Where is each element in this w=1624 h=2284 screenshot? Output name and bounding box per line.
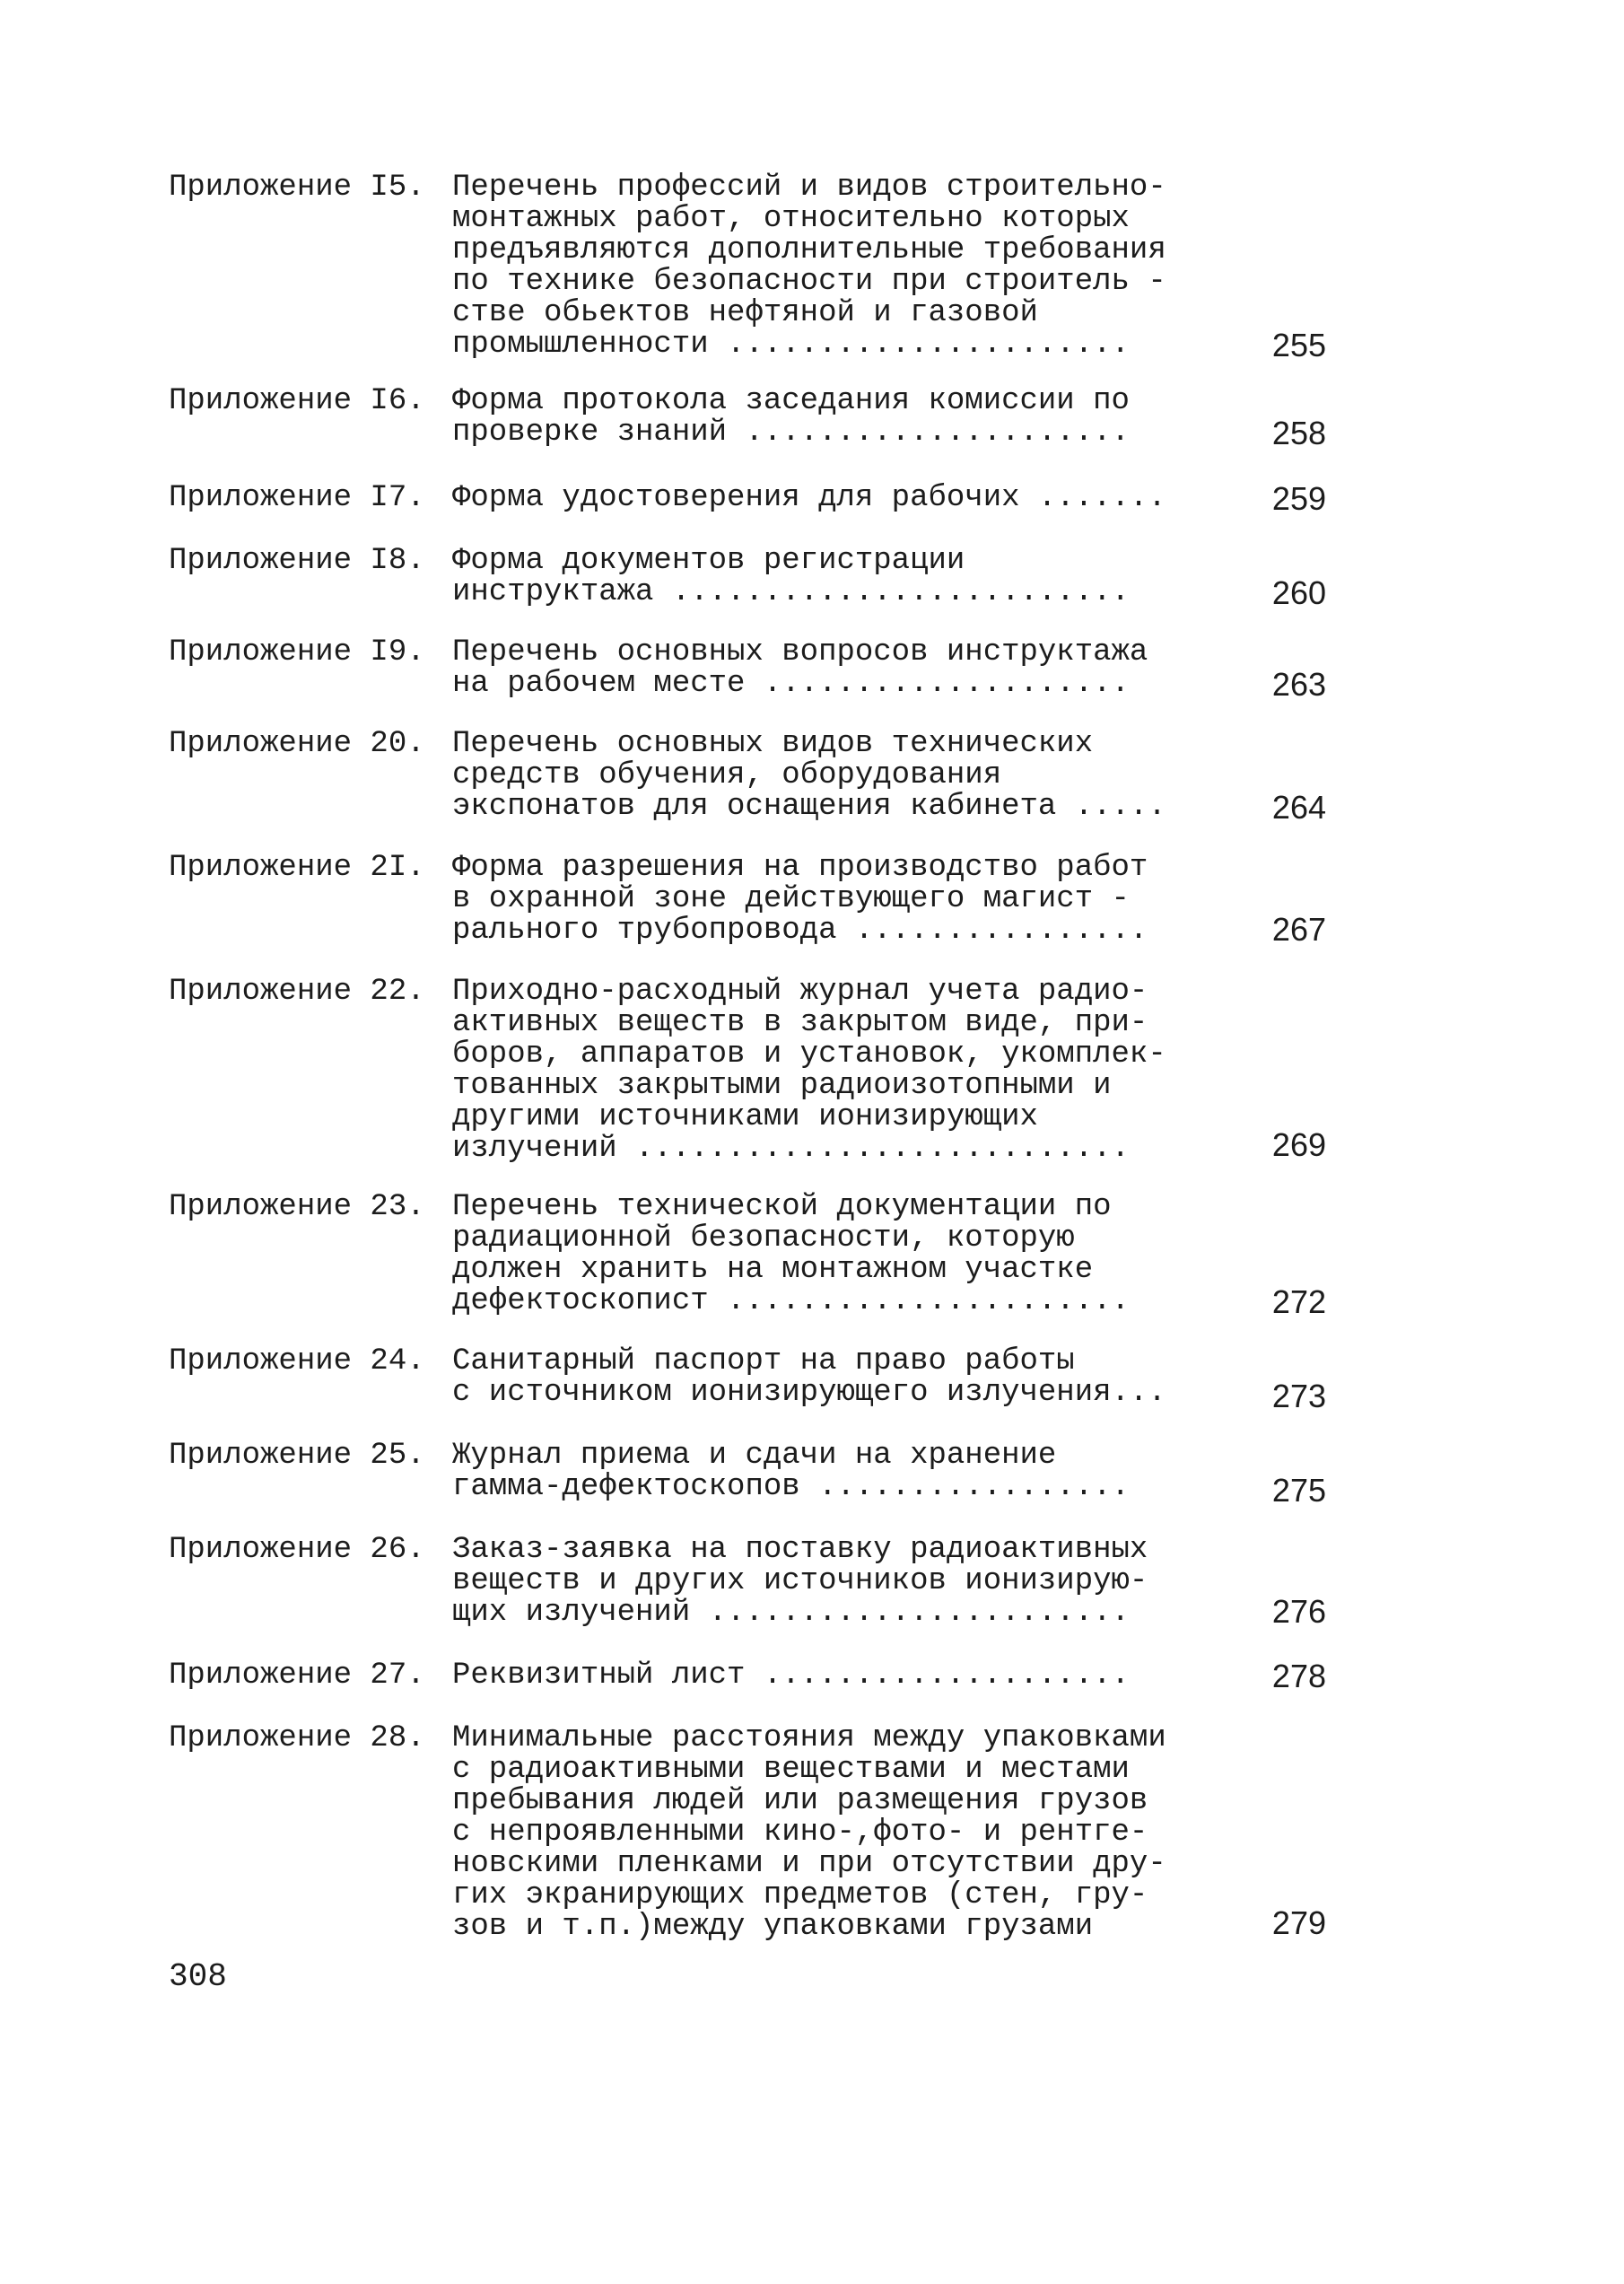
title-line: с источником ионизирующего излучения... <box>452 1376 1166 1410</box>
appendix-title <box>452 1535 1233 1629</box>
title-line: рального трубопровода ................ <box>452 914 1148 948</box>
appendix-label: Приложение 2I. <box>169 851 425 885</box>
appendix-label: Приложение 25. <box>169 1439 425 1473</box>
title-line: по технике безопасности при строитель - <box>452 265 1166 299</box>
title-line: предъявляются дополнительные требования <box>452 233 1166 267</box>
title-line: с непроявленными кино-,фото- и рентге- <box>452 1816 1148 1850</box>
title-line: активных веществ в закрытом виде, при- <box>452 1006 1148 1040</box>
page-ref: 259 <box>1271 480 1326 517</box>
title-line: Перечень основных видов технических <box>452 727 1094 761</box>
title-line: Минимальные расстояния между упаковками <box>452 1721 1166 1755</box>
page-ref: 255 <box>1271 327 1326 363</box>
page-ref: 263 <box>1271 666 1326 703</box>
appendix-label: Приложение I5. <box>169 171 425 205</box>
appendix-title <box>452 637 1233 700</box>
appendix-label: Приложение 26. <box>169 1533 425 1567</box>
title-line: Форма удостоверения для рабочих ....... <box>452 481 1166 515</box>
title-line: боров, аппаратов и установок, укомплек- <box>452 1037 1166 1072</box>
appendix-label: Приложение 27. <box>169 1658 425 1693</box>
appendix-title <box>452 729 1233 823</box>
title-line: Форма документов регистрации <box>452 544 965 578</box>
page-number: 308 <box>169 1958 227 1995</box>
page-ref: 278 <box>1271 1658 1326 1694</box>
appendix-label: Приложение I6. <box>169 384 425 418</box>
appendix-label: Приложение I8. <box>169 544 425 578</box>
title-line: с радиоактивными веществами и местами <box>452 1753 1130 1787</box>
page-ref: 273 <box>1271 1378 1326 1414</box>
title-line: Журнал приема и сдачи на хранение <box>452 1439 1057 1473</box>
title-line: гамма-дефектоскопов ................. <box>452 1470 1130 1504</box>
page-ref: 272 <box>1271 1283 1326 1320</box>
page-ref: 264 <box>1271 789 1326 826</box>
title-line: зов и т.п.)между упаковками грузами <box>452 1910 1094 1944</box>
appendix-title <box>452 386 1233 449</box>
title-line: монтажных работ, относительно которых <box>452 202 1130 236</box>
title-line: новскими пленками и при отсутствии дру- <box>452 1847 1166 1881</box>
page-ref: 260 <box>1271 574 1326 611</box>
appendix-label: Приложение I7. <box>169 481 425 515</box>
title-line: гих экранирующих предметов (стен, гру- <box>452 1878 1148 1912</box>
title-line: радиационной безопасности, которую <box>452 1221 1075 1256</box>
title-line: тованных закрытыми радиоизотопными и <box>452 1069 1112 1103</box>
page-ref: 258 <box>1271 415 1326 451</box>
title-line: пребывания людей или размещения грузов <box>452 1784 1148 1818</box>
title-line: стве обьектов нефтяной и газовой <box>452 296 1038 330</box>
title-line: промышленности ...................... <box>452 328 1130 362</box>
appendix-title <box>452 172 1233 361</box>
appendix-label: Приложение 22. <box>169 975 425 1009</box>
title-line: на рабочем месте .................... <box>452 667 1130 701</box>
appendix-title <box>452 853 1233 947</box>
page-ref: 269 <box>1271 1126 1326 1163</box>
title-line: проверке знаний ..................... <box>452 416 1130 450</box>
title-line: инструктажа ......................... <box>452 575 1130 609</box>
title-line: в охранной зоне действующего магист - <box>452 882 1130 916</box>
page-ref: 275 <box>1271 1472 1326 1509</box>
title-line: Санитарный паспорт на право работы <box>452 1344 1075 1378</box>
title-line: средств обучения, оборудования <box>452 758 1002 792</box>
title-line: излучений ........................... <box>452 1132 1130 1166</box>
title-line: дефектоскопист ...................... <box>452 1284 1130 1318</box>
title-line: другими источниками ионизирующих <box>452 1100 1038 1134</box>
title-line: Перечень основных вопросов инструктажа <box>452 635 1148 669</box>
title-line: Перечень профессий и видов строительно- <box>452 171 1166 205</box>
appendix-label: Приложение 28. <box>169 1721 425 1755</box>
appendix-title <box>452 1346 1233 1409</box>
page-ref: 276 <box>1271 1593 1326 1630</box>
title-line: Форма разрешения на производство работ <box>452 851 1148 885</box>
appendix-title <box>452 1660 1233 1692</box>
page-ref: 279 <box>1271 1904 1326 1941</box>
appendix-title <box>452 1440 1233 1503</box>
appendix-label: Приложение 20. <box>169 727 425 761</box>
page-ref: 267 <box>1271 911 1326 948</box>
appendix-title <box>452 1192 1233 1317</box>
title-line: Форма протокола заседания комиссии по <box>452 384 1130 418</box>
title-line: щих излучений ....................... <box>452 1596 1130 1630</box>
appendix-title <box>452 546 1233 608</box>
title-line: Перечень технической документации по <box>452 1190 1112 1224</box>
title-line: Приходно-расходный журнал учета радио- <box>452 975 1148 1009</box>
appendix-title <box>452 1723 1233 1943</box>
appendix-label: Приложение 24. <box>169 1344 425 1378</box>
title-line: Заказ-заявка на поставку радиоактивных <box>452 1533 1148 1567</box>
appendix-label: Приложение 23. <box>169 1190 425 1224</box>
title-line: должен хранить на монтажном участке <box>452 1253 1094 1287</box>
appendix-title <box>452 976 1233 1165</box>
title-line: Реквизитный лист .................... <box>452 1658 1130 1693</box>
appendix-label: Приложение I9. <box>169 635 425 669</box>
title-line: экспонатов для оснащения кабинета ..... <box>452 790 1166 824</box>
title-line: веществ и других источников ионизирую- <box>452 1564 1148 1598</box>
appendix-title <box>452 483 1233 514</box>
